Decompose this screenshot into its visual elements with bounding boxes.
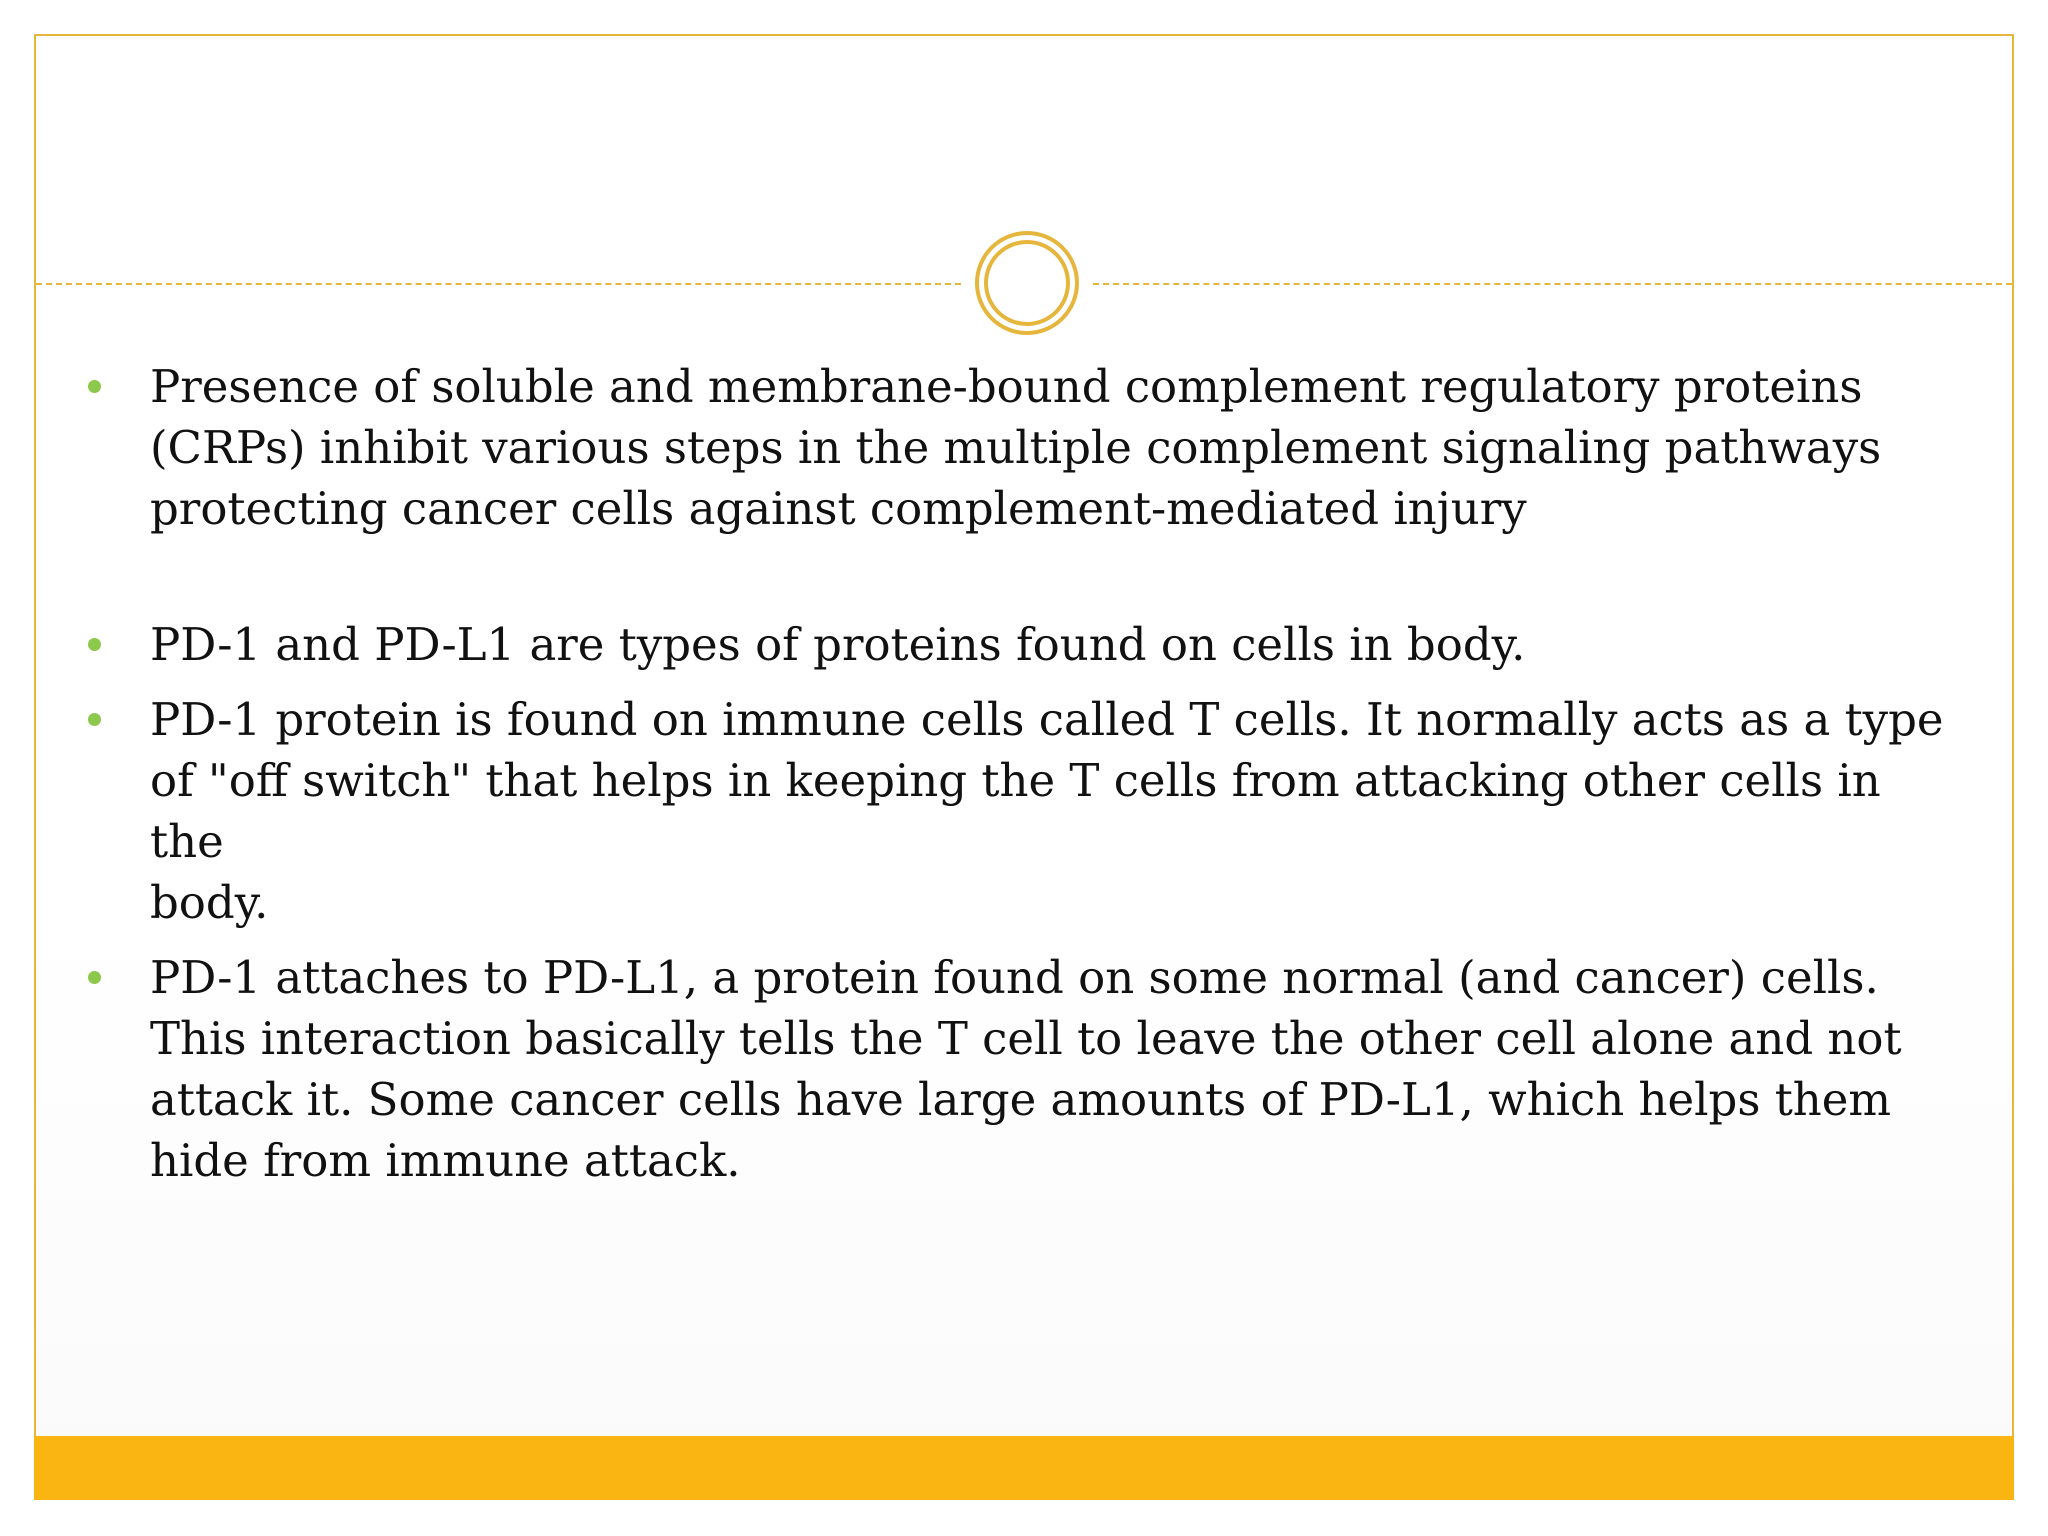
bullet-item-crps [88,356,1968,539]
bullet-line: PD-1 protein is found on immune cells called T cells. It normally acts as a type [150,693,1944,746]
bullet-line: body. [150,876,269,929]
ring-ornament-icon [973,229,1081,337]
bullet-line: Presence of soluble and membrane-bound complement regulatory proteins [150,360,1863,413]
bullet-dot-icon [88,971,101,984]
bullet-item-pd1-protein [88,689,1968,933]
divider-line-right [1093,283,2012,285]
bullet-line: of "off switch" that helps in keeping the T cells from attacking other cells in the [150,754,1881,868]
divider-line-left [36,283,961,285]
bullet-list [88,356,1968,1191]
bullet-line: This interaction basically tells the T cell to leave the other cell alone and not [150,1012,1902,1065]
bullet-line: protecting cancer cells against complement-mediated injury [150,482,1527,535]
bullet-item-pd1-pdl1 [88,614,1968,675]
bottom-accent-bar [34,1436,2014,1500]
bullet-line: hide from immune attack. [150,1134,741,1187]
bullet-dot-icon [88,713,101,726]
bullet-item-pd1-attaches [88,947,1968,1191]
bullet-line: PD-1 and PD-L1 are types of proteins found on cells in body. [150,618,1526,671]
bullet-line: attack it. Some cancer cells have large amounts of PD-L1, which helps them [150,1073,1892,1126]
bullet-dot-icon [88,380,101,393]
bullet-line: PD-1 attaches to PD-L1, a protein found on some normal (and cancer) cells. [150,951,1879,1004]
bullet-line: (CRPs) inhibit various steps in the multiple complement signaling pathways [150,421,1882,474]
bullet-dot-icon [88,638,101,651]
